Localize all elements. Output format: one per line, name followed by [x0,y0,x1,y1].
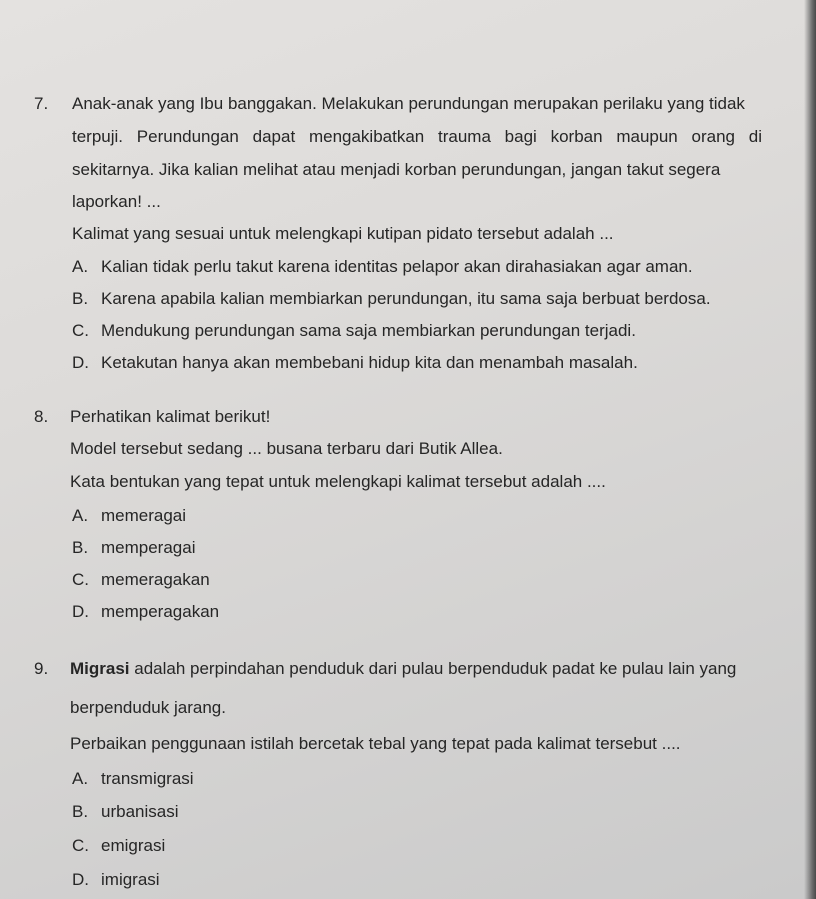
question-text-line: sekitarnya. Jika kalian melihat atau menjadi korban perundungan, jangan takut segera [72,160,721,179]
question-text-rest: adalah perpindahan penduduk dari pulau berpenduduk padat ke pulau lain yang [129,659,737,678]
option-letter: B. [72,538,89,557]
option-letter: D. [72,870,89,889]
option-text: Ketakutan hanya akan membebani hidup kita dan menambah masalah. [101,353,638,372]
question-prompt: Kalimat yang sesuai untuk melengkapi kutipan pidato tersebut adalah ... [72,224,614,243]
option-letter: C. [72,321,89,340]
question-text-line: Anak-anak yang Ibu banggakan. Melakukan perundungan merupakan perilaku yang tidak [72,94,745,113]
question-text-line: berpenduduk jarang. [70,698,226,717]
option-letter: A. [72,257,89,276]
option-text: urbanisasi [101,802,179,821]
option-letter: B. [72,289,89,308]
example-sentence: Model tersebut sedang ... busana terbaru dari Butik Allea. [70,439,503,458]
option-letter: C. [72,570,89,589]
question-number: 7. [34,94,49,113]
option-letter: C. [72,836,89,855]
option-letter: B. [72,802,89,821]
question-text-line: laporkan! ... [72,192,161,211]
option-letter: A. [72,506,89,525]
question-prompt: Kata bentukan yang tepat untuk melengkapi kalimat tersebut adalah .... [70,472,606,491]
option-text: Kalian tidak perlu takut karena identitas pelapor akan dirahasiakan agar aman. [101,257,693,276]
question-number: 9. [34,659,49,678]
question-prompt: Perbaikan penggunaan istilah bercetak tebal yang tepat pada kalimat tersebut .... [70,734,681,753]
option-text: Karena apabila kalian membiarkan perundungan, itu sama saja berbuat berdosa. [101,289,711,308]
option-text: transmigrasi [101,769,194,788]
question-text-line: terpuji. Perundungan dapat mengakibatkan trauma bagi korban maupun orang di [72,127,762,146]
option-text: Mendukung perundungan sama saja membiarkan perundungan terjadi. [101,321,636,340]
question-number: 8. [34,407,49,426]
option-text: emigrasi [101,836,166,855]
page-shadow-edge [804,0,816,899]
option-text: memperagai [101,538,196,557]
option-text: memeragakan [101,570,210,589]
option-letter: A. [72,769,89,788]
option-text: memeragai [101,506,187,525]
question-text-line [70,658,736,680]
option-text: imigrasi [101,870,160,889]
question-text-line: Perhatikan kalimat berikut! [70,407,271,426]
option-letter: D. [72,353,89,372]
bold-term: Migrasi [70,659,130,678]
option-letter: D. [72,602,89,621]
option-text: memperagakan [101,602,220,621]
